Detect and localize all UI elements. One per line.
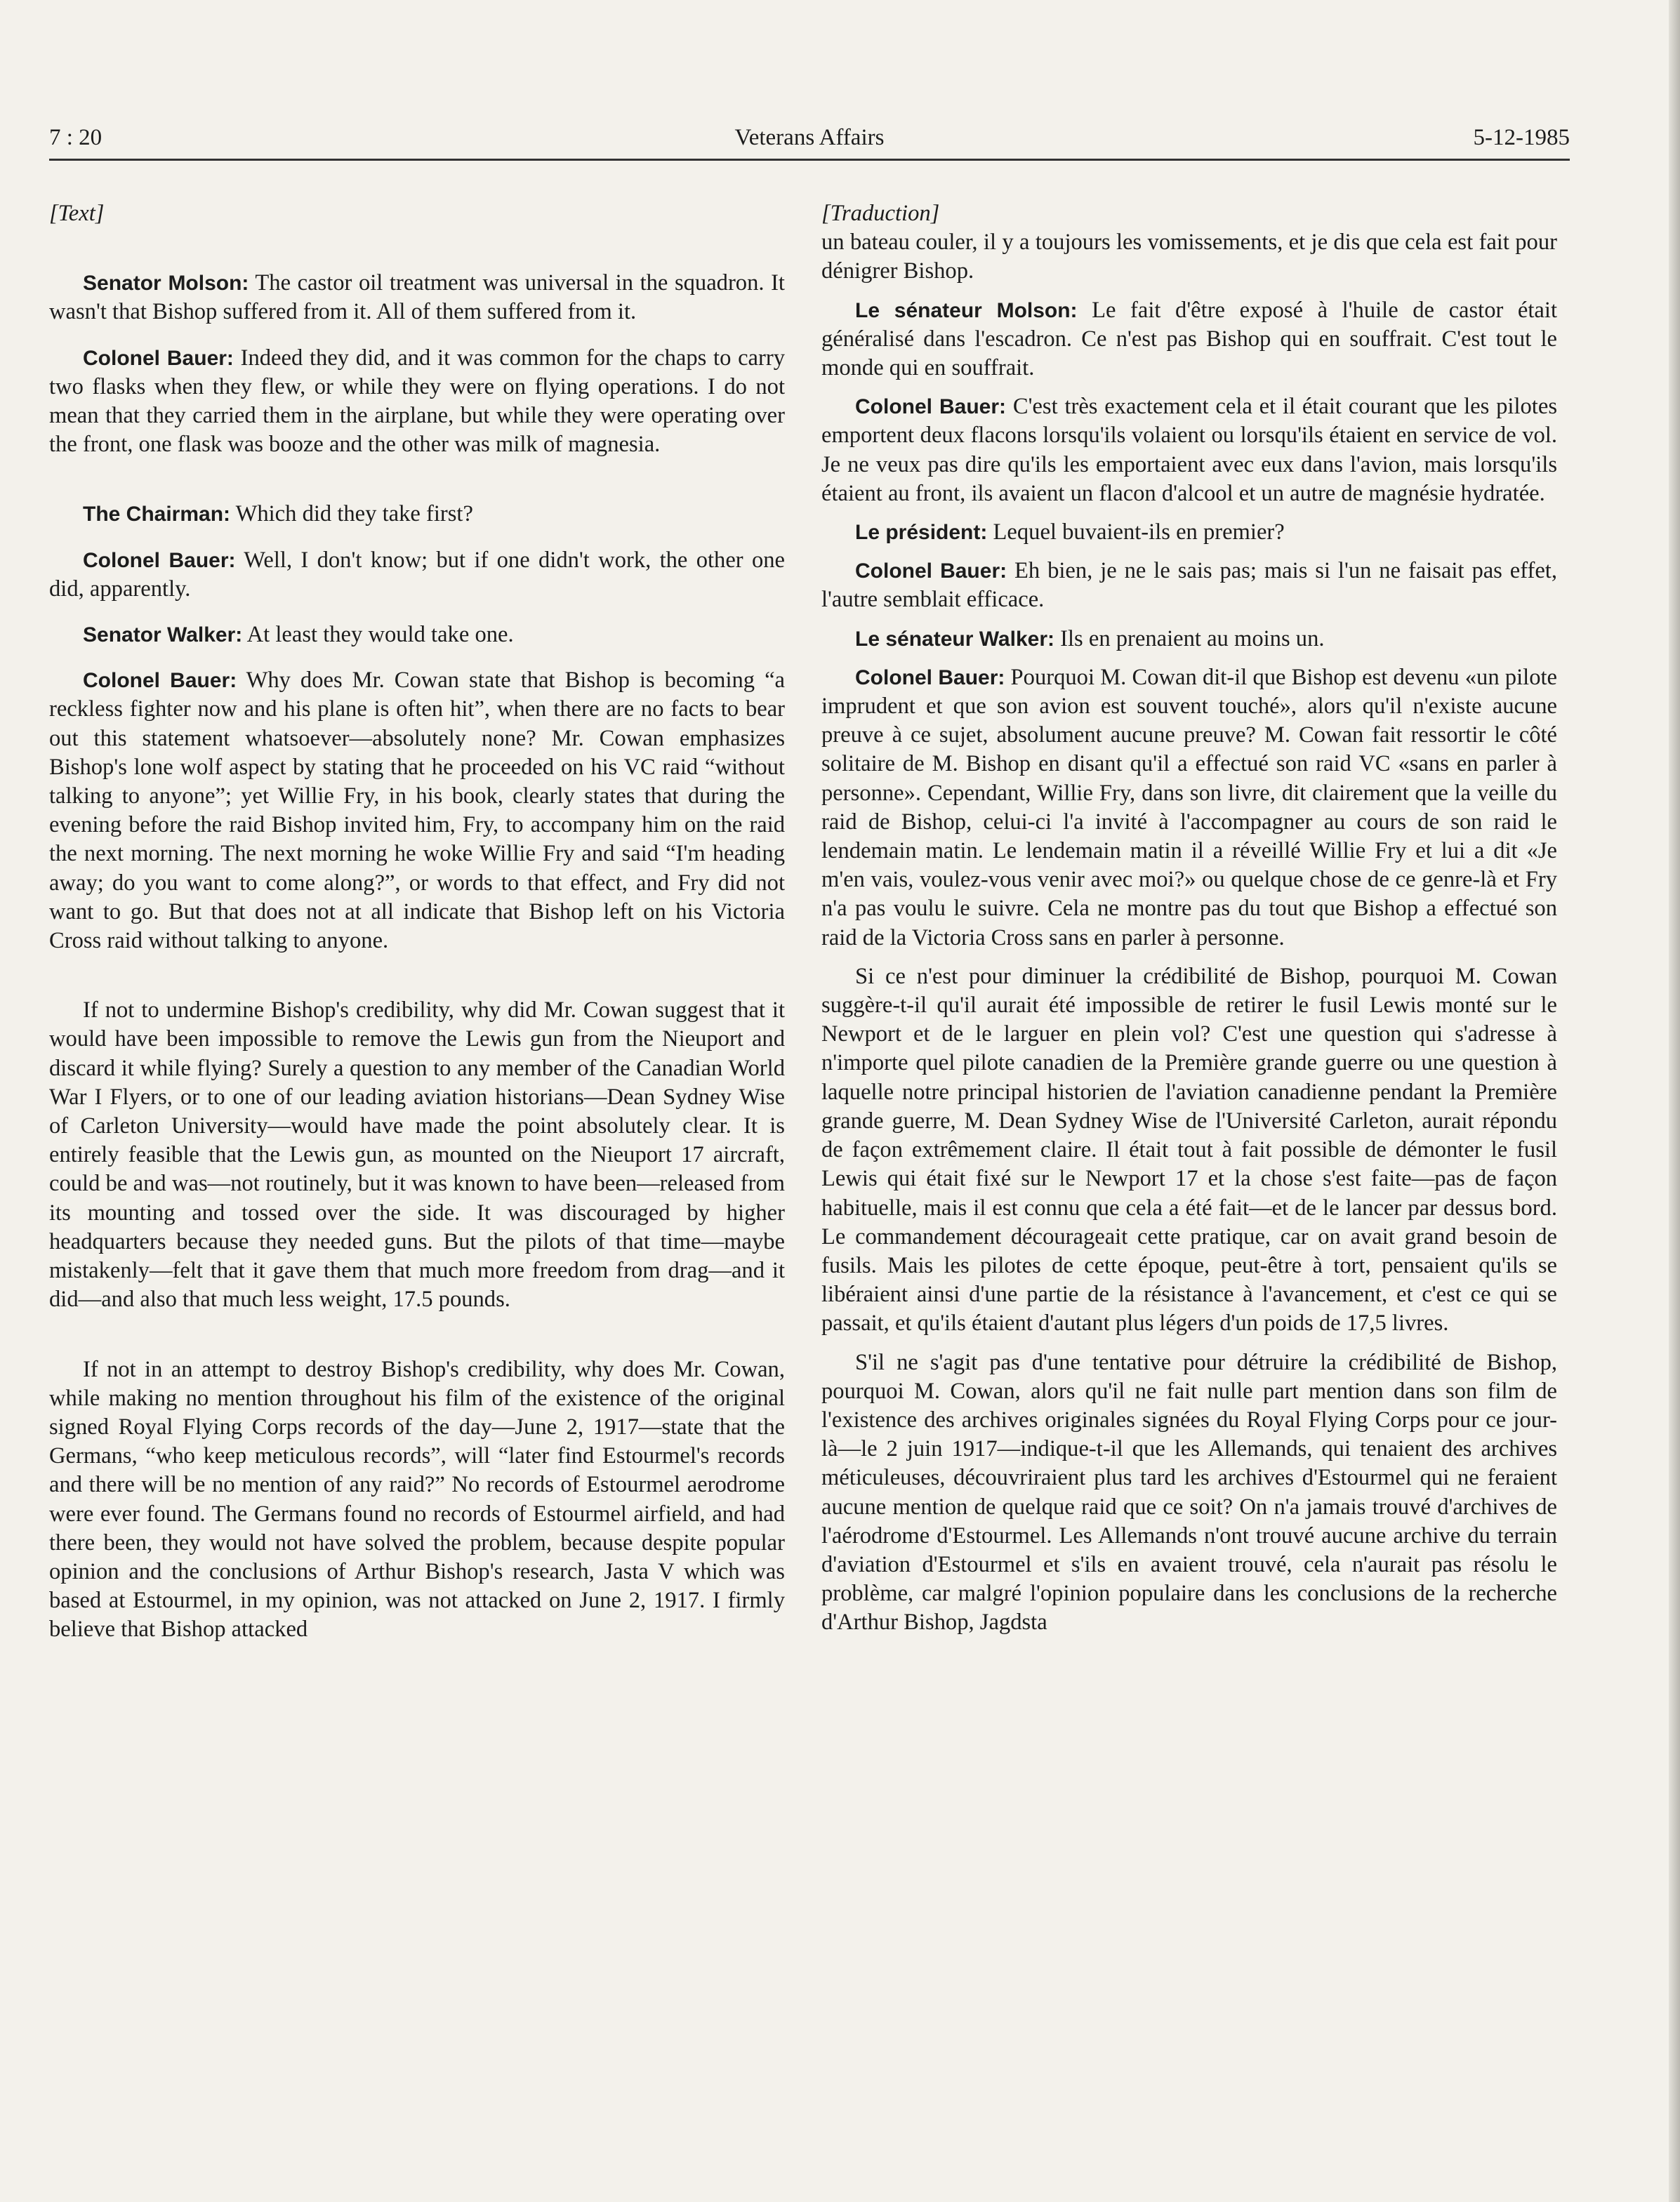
paragraph-text: Why does Mr. Cowan state that Bishop is becoming “a reckless fighter now and his plane is often hit”, when there are no facts to bear out this statement whatsoever—absolutely none? Mr. Cowan emphasizes Bishop's lone wolf aspect by stating that he proceeded on his VC raid “without talking to anyone”; yet Willie Fry, in his book, clearly states that during the evening before the raid Bishop invited him, Fry, to accompany him on the raid the next morning. The next morning he woke Willie Fry and said “I'm heading away; do you want to come along?”, or words to that effect, and Fry did not want to go. But that does not at all indicate that Bishop left on his Victoria Cross raid without talking to anyone.	[49, 668, 785, 954]
paragraph	[49, 344, 785, 460]
paragraph-text: Lequel buvaient-ils en premier?	[987, 519, 1285, 545]
paragraph	[49, 621, 785, 649]
section-marker: [Text]	[49, 201, 105, 226]
paragraph	[821, 557, 1557, 614]
speaker-name: Colonel Bauer:	[855, 559, 1007, 583]
speaker-name: Colonel Bauer:	[855, 395, 1007, 419]
paragraph-text: C'est très exactement cela et il était courant que les pilotes emportent deux flacons lorsqu'ils volaient ou lorsqu'ils étaient en service de vol. Je ne veux pas dire qu'ils les emportaient avec eux dans l'avion, mais lorsqu'ils étaient au front, ils avaient un flacon d'alcool et un autre de magnésie hydratée.	[821, 394, 1558, 506]
running-header	[49, 125, 1570, 160]
speaker-name: Le sénateur Walker:	[855, 627, 1054, 651]
header-rule	[49, 159, 1570, 161]
paragraph-text: Eh bien, je ne le sais pas; mais si l'un ne faisait pas effet, l'autre semblait efficace.	[821, 558, 1557, 613]
french-column	[821, 199, 1557, 1638]
paragraph-text: S'il ne s'agit pas d'une tentative pour détruire la crédibilité de Bishop, pourquoi M. Cowan, alors qu'il ne fait nulle part mention dans son film de l'existence des archives originales signées du Royal Flying Corps pour ce jour-là—le 2 juin 1917—indique-t-il que les Allemands, qui tenaient des archives méticuleuses, découvriraient plus tard les archives d'Estourmel qui ne feraient aucune mention de quelque raid que ce soit? On n'a jamais trouvé d'archives de l'aérodrome d'Estourmel. Les Allemands n'ont trouvé aucune archive du terrain d'aviation d'Estourmel et s'ils en avaient trouvé, cela n'aurait pas résolu le problème, car malgré l'opinion populaire dans les conclusions de la recherche d'Arthur Bishop, Jagdsta	[821, 1349, 1557, 1636]
header-date: 5-12-1985	[1473, 125, 1570, 150]
paragraph-text: If not in an attempt to destroy Bishop's credibility, why does Mr. Cowan, while making no mention throughout his film of the existence of the original signed Royal Flying Corps records of the day—June 2, 1917—state that the Germans, “who keep meticulous records”, will “later find Estourmel's records and there will be no mention of any raid?” No records of Estourmel aerodrome were ever found. The Germans found no records of Estourmel airfield, and had there been, they would not have solved the problem, because despite popular opinion and the conclusions of Arthur Bishop's research, Jasta V which was based at Estourmel, in my opinion, was not attacked on June 2, 1917. I firmly believe that Bishop attacked	[49, 1356, 785, 1643]
paragraph	[821, 392, 1557, 508]
speaker-name: Le sénateur Molson:	[855, 298, 1078, 322]
paragraph	[821, 663, 1557, 953]
paragraph-text: Le fait d'être exposé à l'huile de castor était généralisé dans l'escadron. Ce n'est pas Bishop qui en souffrait. C'est tout le monde qui en souffrait.	[821, 297, 1557, 381]
speaker-name: Colonel Bauer:	[855, 665, 1005, 689]
paragraph	[821, 518, 1557, 547]
paragraph-text: Well, I don't know; but if one didn't work, the other one did, apparently.	[49, 547, 785, 602]
speaker-name: Colonel Bauer:	[83, 669, 237, 693]
paragraph-text: If not to undermine Bishop's credibility, why did Mr. Cowan suggest that it would have been impossible to remove the Lewis gun from the Nieuport and discard it while flying? Surely a question to any member of the Canadian World War I Flyers, or to one of our leading aviation historians—Dean Sydney Wise of Carleton University—would have made the point absolutely clear. It is entirely feasible that the Lewis gun, as mounted on the Nieuport 17 aircraft, could be and was—not routinely, but it was known to have been—released from its mounting and tossed over the side. It was discouraged by higher headquarters because they needed guns. But the pilots of that time—maybe mistakenly—felt that it gave them that much more freedom from drag—and it did—and also that much less weight, 17.5 pounds.	[49, 997, 785, 1313]
paragraph-text: The castor oil treatment was universal in the squadron. It wasn't that Bishop suffered from it. All of them suffered from it.	[49, 270, 785, 325]
paragraph-text: Which did they take first?	[230, 501, 473, 527]
speaker-name: The Chairman:	[83, 503, 231, 526]
paragraph	[49, 1355, 785, 1645]
speaker-name: Le président:	[855, 521, 988, 545]
paragraph	[821, 296, 1557, 383]
paragraph	[49, 546, 785, 604]
speaker-name: Colonel Bauer:	[83, 346, 234, 370]
paragraph	[821, 1348, 1557, 1638]
paragraph-text: un bateau couler, il y a toujours les vomissements, et je dis que cela est fait pour dénigrer Bishop.	[821, 230, 1557, 284]
speaker-name: Colonel Bauer:	[83, 548, 236, 572]
paragraph	[821, 625, 1557, 654]
speaker-name: Senator Molson:	[83, 272, 249, 296]
section-marker: [Traduction]	[821, 201, 940, 226]
page-number: 7 : 20	[49, 125, 102, 150]
paragraph	[49, 996, 785, 1314]
paragraph	[821, 228, 1557, 286]
paragraph-text: Indeed they did, and it was common for the chaps to carry two flasks when they flew, or while they were on flying operations. I do not mean that they carried them in the airplane, but while they were operating over the front, one flask was booze and the other was milk of magnesia.	[49, 345, 785, 458]
paragraph-text: Ils en prenaient au moins un.	[1054, 625, 1325, 651]
paragraph-text: Pourquoi M. Cowan dit-il que Bishop est devenu «un pilote imprudent et que son avion est souvent touché», alors qu'il n'existe aucune preuve à ce sujet, absolument aucune preuve? M. Cowan fait ressortir le côté solitaire de M. Bishop en disant qu'il a effectué son raid VC «sans en parler à personne». Cependant, Willie Fry, dans son livre, dit clairement que la veille du raid de Bishop, celui-ci l'a invité à l'accompagner au cours de son raid le lendemain matin. Le lendemain matin il a réveillé Willie Fry et lui a dit «Je m'en vais, voulez-vous venir avec moi?» ou quelque chose de ce genre-là et Fry n'a pas voulu le suivre. Cela ne montre pas du tout que Bishop a effectué son raid de la Victoria Cross sans en parler à personne.	[821, 664, 1557, 950]
journal-title: Veterans Affairs	[734, 125, 885, 150]
paragraph-text: Si ce n'est pour diminuer la crédibilité de Bishop, pourquoi M. Cowan suggère-t-il qu'il aurait été impossible de retirer le fusil Lewis monté sur le Newport et de le larguer en plein vol? C'est une question qui s'adresse à n'importe quel pilote canadien de la Première grande guerre ou une question à laquelle notre principal historien de l'aviation canadienne pendant la Première grande guerre, M. Dean Sydney Wise de l'Université Carleton, aurait répondu de façon extrêmement claire. Il était tout à fait possible de démonter le fusil Lewis qui était fixé sur le Newport 17 et la chose s'est faite—pas de façon habituelle, mais il est connu que cela a été fait—et de le lancer par dessus bord. Le commandement décourageait cette pratique, car on avait grand besoin de fusils. Mais les pilotes de cette époque, peut-être à tort, pensaient qu'ils se libéraient ainsi d'une partie de la résistance à l'avancement, et c'est ce qui se passait, et qu'ils étaient d'autant plus légers d'un poids de 17,5 livres.	[821, 963, 1557, 1337]
paragraph	[821, 962, 1557, 1339]
paragraph	[49, 500, 785, 529]
paragraph	[49, 666, 785, 955]
paragraph	[49, 269, 785, 326]
paragraph-text: At least they would take one.	[242, 622, 514, 648]
english-column	[49, 199, 785, 1645]
speaker-name: Senator Walker:	[83, 623, 243, 647]
page-edge	[1669, 0, 1680, 2202]
